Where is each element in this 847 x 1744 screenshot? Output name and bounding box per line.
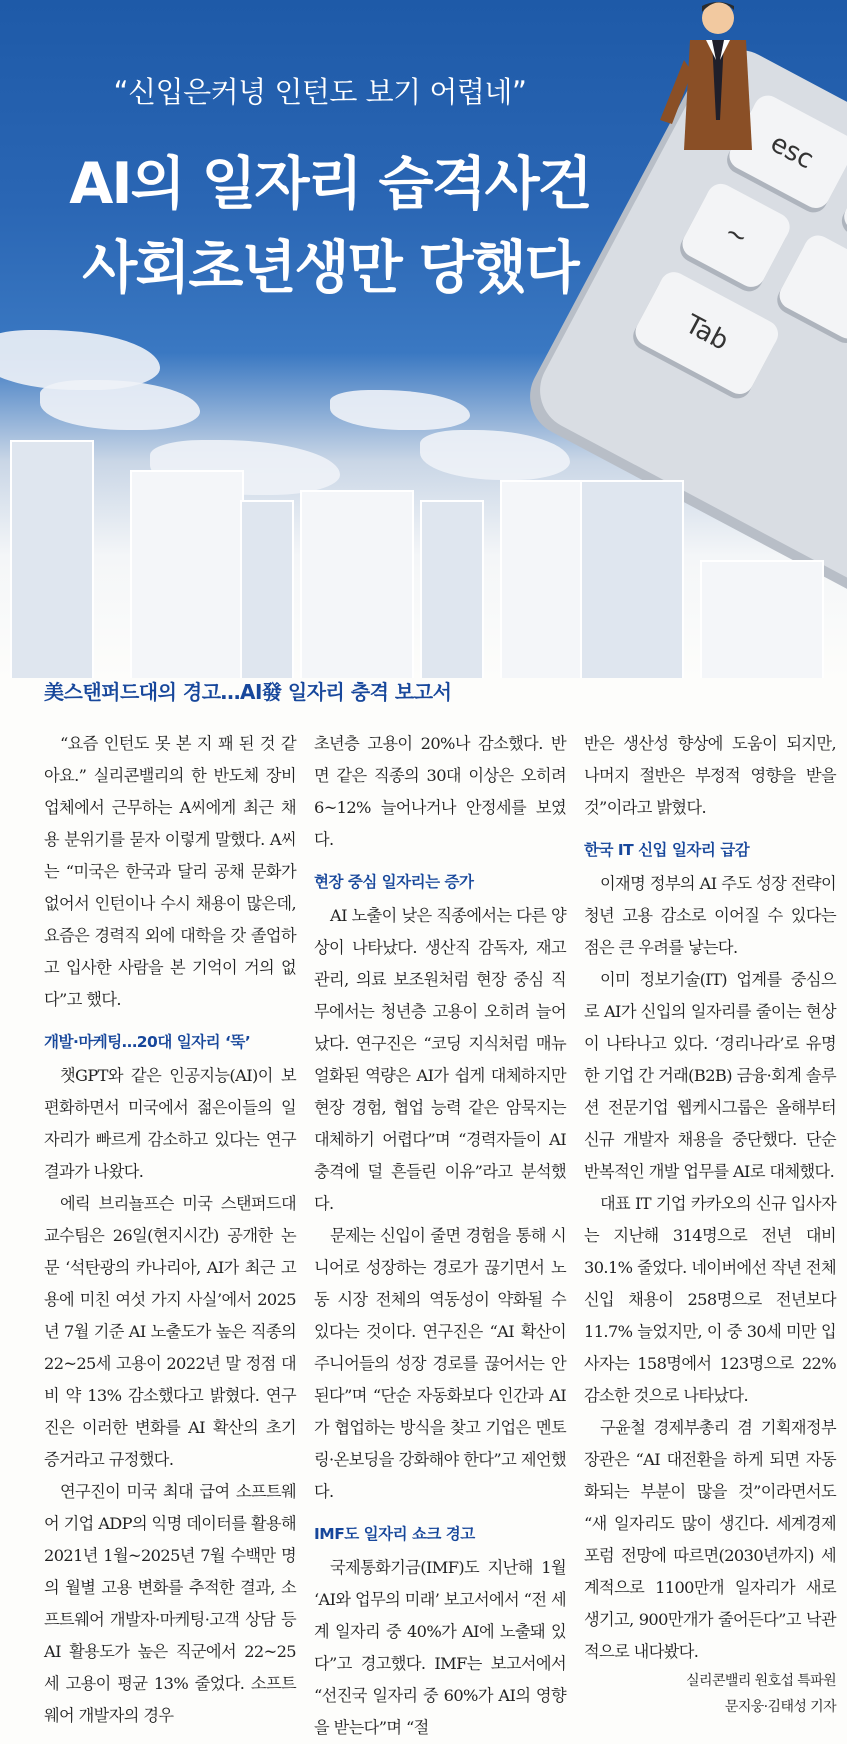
paragraph: 대표 IT 기업 카카오의 신규 입사자는 지난해 314명으로 전년 대비 30.1% 줄었다. 네이버에선 작년 전체 신입 채용이 258명으로 전년보다 11.7% 늘었지만, 이 중 30세 미만 입사자는 158명에서 123명으로 22% 감소한 것으로 나타났다.	[584, 1194, 836, 1405]
paragraph: AI 노출이 낮은 직종에서는 다른 양상이 나타났다. 생산직 감독자, 재고 관리, 의료 보조원처럼 현장 중심 직무에서는 청년층 고용이 오히려 늘어났다. 연구진은 “코딩 지식처럼 매뉴얼화된 역량은 AI가 쉽게 대체하지만 현장 경험, 협업 능력 같은 암묵지는 대체하기 어렵다”며 “경력자들이 AI 충격에 덜 흔들린 이유”라고 분석했다.	[314, 906, 566, 1213]
paragraph: “요즘 인턴도 못 본 지 꽤 된 것 같아요.” 실리콘밸리의 한 반도체 장비 업체에서 근무하는 A씨에게 최근 채용 분위기를 묻자 이렇게 말했다. A씨는 “미국은 한국과 달리 공채 문화가 없어서 인턴이나 수시 채용이 많은데, 요즘은 경력직 외에 대학을 갓 졸업하고 입사한 사람을 본 기억이 거의 없다”고 했다.	[44, 734, 296, 1009]
paragraph: 에릭 브리뇰프슨 미국 스탠퍼드대 교수팀은 26일(현지시간) 공개한 논문 ‘석탄광의 카나리아, AI가 최근 고용에 미친 여섯 가지 사실’에서 2025년 7월 기준 AI 노출도가 높은 직종의 22~25세 고용이 2022년 말 정점 대비 약 13% 감소했다고 밝혔다. 연구진은 이러한 변화를 AI 확산의 초기 증거라고 규정했다.	[44, 1194, 296, 1469]
bar-building	[130, 470, 244, 678]
flying-paper	[330, 390, 470, 430]
article-column-3	[584, 728, 836, 1720]
paragraph: 이미 정보기술(IT) 업계를 중심으로 AI가 신입의 일자리를 줄이는 현상이 나타나고 있다. ‘경리나라’로 유명한 기업 간 거래(B2B) 금융·회계 솔루션 전문기업 웹케시그룹은 올해부터 신규 개발자 채용을 중단했다. 단순 반복적인 개발 업무를 AI로 대체했다.	[584, 970, 836, 1181]
bar-building	[10, 440, 94, 678]
flying-paper	[40, 380, 200, 430]
paragraph: 반은 생산성 향상에 도움이 되지만, 나머지 절반은 부정적 영향을 받을 것”이라고 밝혔다.	[584, 734, 836, 817]
subheading: 개발·마케팅…20대 일자리 ‘뚝’	[44, 1033, 251, 1051]
bar-building	[420, 500, 484, 678]
paragraph: 이재명 정부의 AI 주도 성장 전략이 청년 고용 감소로 이어질 수 있다는 점은 큰 우려를 낳는다.	[584, 874, 836, 957]
subheading: IMF도 일자리 쇼크 경고	[314, 1525, 475, 1543]
tab-key-label: Tab	[680, 309, 734, 357]
hero-title-line2: 사회초년생만 당했다	[82, 235, 578, 301]
office-worker-figure	[640, 0, 780, 160]
hero-title-line1: AI의 일자리 습격사건	[69, 151, 591, 217]
article-column-2	[314, 728, 566, 1744]
tilde-key	[678, 179, 795, 292]
subheading: 현장 중심 일자리는 증가	[314, 873, 474, 891]
bar-building	[700, 560, 824, 678]
paragraph: 연구진이 미국 최대 급여 소프트웨어 기업 ADP의 익명 데이터를 활용해 2021년 1월~2025년 7월 수백만 명의 월별 고용 변화를 추적한 결과, 소프트웨어 개발자·마케팅·고객 상담 등 AI 활용도가 높은 직군에서 22~25세 고용이 평균 13% 줄었다. 소프트웨어 개발자의 경우	[44, 1482, 296, 1725]
paragraph: 구윤철 경제부총리 겸 기획재정부 장관은 “AI 대전환을 하게 되면 자동화되는 부분이 많을 것”이라면서도 “새 일자리도 많이 생긴다. 세계경제포럼 전망에 따르면(2030년까지) 세계적으로 1100만개 일자리가 새로 생기고, 900만개가 줄어든다”고 낙관적으로 내다봤다.	[584, 1418, 836, 1661]
bar-building	[240, 500, 294, 678]
flying-paper	[420, 430, 570, 480]
tab-key	[631, 267, 783, 399]
section-title: 美스탠퍼드대의 경고…AI發 일자리 충격 보고서	[44, 680, 452, 704]
paragraph: 챗GPT와 같은 인공지능(AI)이 보편화하면서 미국에서 젊은이들의 일자리가 빠르게 감소하고 있다는 연구 결과가 나왔다.	[44, 1066, 296, 1181]
bar-building	[500, 480, 584, 678]
bar-building	[300, 490, 414, 678]
hero-illustration	[0, 0, 847, 678]
subheading: 한국 IT 신입 일자리 급감	[584, 841, 750, 859]
bar-building	[580, 480, 684, 678]
paragraph: 초년층 고용이 20%나 감소했다. 반면 같은 직종의 30대 이상은 오히려 6~12% 늘어나거나 안정세를 보였다.	[314, 734, 566, 849]
tilde-key-label: ~	[719, 217, 753, 254]
byline-correspondent: 실리콘밸리 원호섭 특파원	[686, 1673, 836, 1689]
esc-key-label: esc	[765, 128, 819, 176]
hero-subtitle: “신입은커녕 인턴도 보기 어렵네”	[113, 75, 527, 109]
article-column-1	[44, 728, 296, 1732]
paragraph: 국제통화기금(IMF)도 지난해 1월 ‘AI와 업무의 미래’ 보고서에서 “전 세계 일자리 중 40%가 AI에 노출돼 있다”고 경고했다. IMF는 보고서에서 “선진국 일자리 중 60%가 AI의 영향을 받는다”며 “절	[314, 1558, 566, 1737]
paragraph: 문제는 신입이 줄면 경험을 통해 시니어로 성장하는 경로가 끊기면서 노동 시장 전체의 역동성이 약화될 수 있다는 것이다. 연구진은 “AI 확산이 주니어들의 성장 경로를 끊어서는 안 된다”며 “단순 자동화보다 인간과 AI가 협업하는 방식을 찾고 기업은 멘토링·온보딩을 강화해야 한다”고 제언했다.	[314, 1226, 566, 1501]
byline-reporters: 문지웅·김태성 기자	[724, 1699, 836, 1715]
keyboard-key	[775, 231, 847, 344]
